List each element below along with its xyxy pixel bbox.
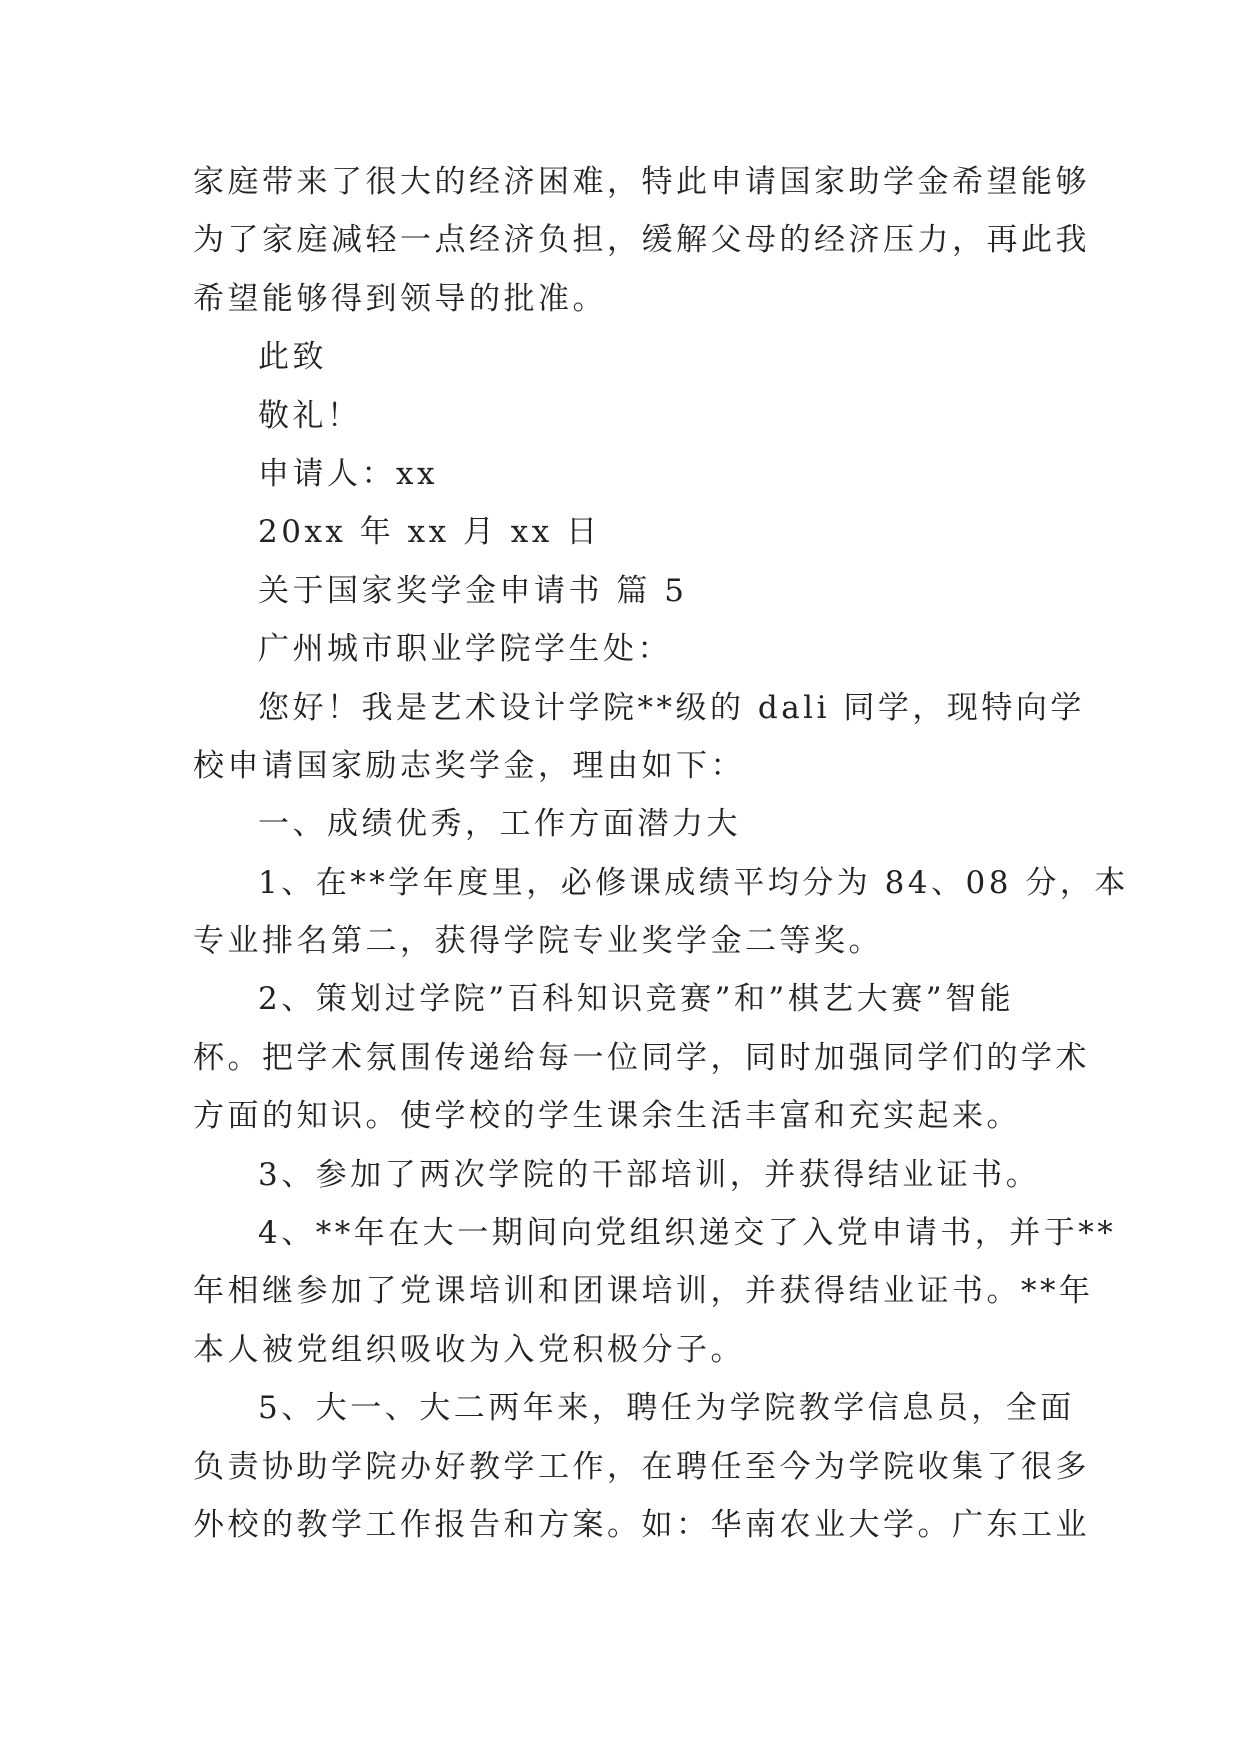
body-text-line: 杯。把学术氛围传递给每一位同学，同时加强同学们的学术 — [193, 1039, 1090, 1076]
section-heading: 关于国家奖学金申请书 篇 5 — [258, 572, 688, 609]
body-text-line: 本人被党组织吸收为入党积极分子。 — [193, 1331, 745, 1368]
body-text-line: 外校的教学工作报告和方案。如：华南农业大学。广东工业 — [193, 1506, 1090, 1543]
list-item-1: 1、在**学年度里，必修课成绩平均分为 84、08 分，本 — [258, 864, 1129, 901]
body-text-line: 家庭带来了很大的经济困难，特此申请国家助学金希望能够 — [193, 164, 1090, 200]
list-item-4: 4、**年在大一期间向党组织递交了入党申请书，并于** — [258, 1215, 1117, 1252]
letter-date: 20xx 年 xx 月 xx 日 — [258, 514, 601, 551]
list-item-3: 3、参加了两次学院的干部培训，并获得结业证书。 — [258, 1156, 1041, 1193]
body-text-line: 您好！我是艺术设计学院**级的 dali 同学，现特向学 — [258, 689, 1085, 726]
letter-recipient: 广州城市职业学院学生处： — [258, 631, 672, 668]
body-text-line: 方面的知识。使学校的学生课余生活丰富和充实起来。 — [193, 1098, 1021, 1135]
body-text-line: 年相继参加了党课培训和团课培训，并获得结业证书。**年 — [193, 1273, 1094, 1310]
document-body — [193, 153, 1129, 1554]
body-text-line: 负责协助学院办好教学工作，在聘任至今为学院收集了很多 — [193, 1448, 1090, 1485]
list-item-5: 5、大一、大二两年来，聘任为学院教学信息员，全面 — [258, 1390, 1075, 1427]
closing-salutation: 此致 — [258, 339, 327, 376]
body-text-line: 校申请国家励志奖学金，理由如下： — [193, 747, 745, 784]
subsection-heading: 一、成绩优秀，工作方面潜力大 — [258, 806, 741, 843]
body-text-line: 为了家庭减轻一点经济负担，缓解父母的经济压力，再此我 — [193, 222, 1090, 259]
applicant-signature: 申请人：xx — [258, 455, 438, 492]
body-text-line: 专业排名第二，获得学院专业奖学金二等奖。 — [193, 923, 883, 960]
body-text-line: 希望能够得到领导的批准。 — [193, 280, 607, 317]
list-item-2: 2、策划过学院”百科知识竞赛”和”棋艺大赛”智能 — [258, 981, 1015, 1018]
closing-regards: 敬礼！ — [258, 397, 362, 434]
